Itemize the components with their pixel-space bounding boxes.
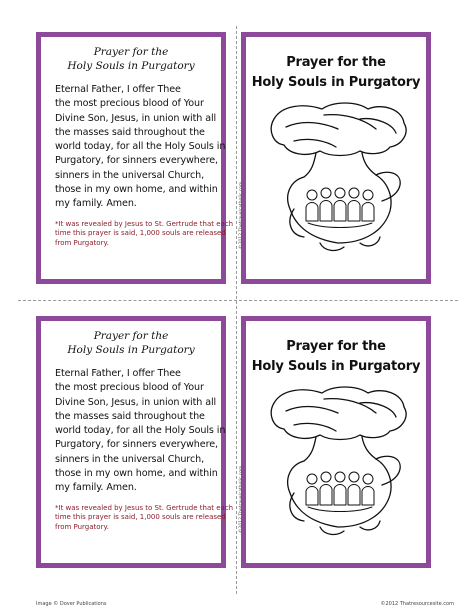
cover-title-line-1: Prayer for the [286, 55, 386, 70]
prayer-line: those in my own home, and within [55, 184, 218, 196]
prayer-body [55, 83, 226, 212]
prayer-line: world today, for all the Holy Souls in [55, 141, 226, 153]
note-line: *It was revealed by Jesus to St. Gertrude that each [55, 219, 234, 228]
prayer-line: the masses said throughout the [55, 410, 205, 422]
note-line: time this prayer is said, 1,000 souls are released [55, 513, 226, 522]
prayer-line: Purgatory, for sinners everywhere, [55, 439, 218, 451]
prayer-line: world today, for all the Holy Souls in [55, 425, 226, 437]
footer-image-credit: Image © Dover Publications [36, 601, 107, 607]
prayer-body [55, 367, 226, 496]
hands-holding-souls-icon [264, 381, 414, 551]
cover-card-bottom [241, 316, 431, 568]
cover-title-line-2: Holy Souls in Purgatory [251, 75, 421, 90]
prayer-card-top [36, 32, 234, 284]
cover-card-top [241, 32, 431, 284]
prayer-line: Divine Son, Jesus, in union with all [55, 396, 217, 408]
prayer-card-bottom [36, 316, 234, 568]
prayer-line: the masses said throughout the [55, 126, 205, 138]
side-credit: ©2012 Thetravelcatholic.com [239, 465, 244, 533]
prayer-line: Eternal Father, I offer Thee [55, 368, 181, 379]
prayer-line: the most precious blood of Your [55, 382, 204, 394]
prayer-note [55, 219, 234, 249]
prayer-title-line-2: Holy Souls in Purgatory [67, 60, 195, 72]
prayer-line: my family. Amen. [55, 198, 137, 210]
hands-holding-souls-icon [264, 97, 414, 267]
prayer-note [55, 503, 234, 533]
prayer-line: those in my own home, and within [55, 468, 218, 480]
vertical-cut-line [236, 26, 237, 594]
prayer-title-line-1: Prayer for the [93, 330, 169, 342]
prayer-title [45, 329, 217, 357]
side-credit: ©2012 Thetravelcatholic.com [239, 181, 244, 249]
note-line: from Purgatory. [55, 238, 109, 247]
prayer-line: Divine Son, Jesus, in union with all [55, 112, 217, 124]
note-line: from Purgatory. [55, 522, 109, 531]
note-line: *It was revealed by Jesus to St. Gertrude that each [55, 503, 234, 512]
prayer-line: sinners in the universal Church, [55, 453, 205, 465]
prayer-title [45, 45, 217, 73]
cover-title-line-2: Holy Souls in Purgatory [251, 359, 421, 374]
prayer-line: Purgatory, for sinners everywhere, [55, 155, 218, 167]
horizontal-cut-line [18, 300, 458, 301]
cover-title [246, 337, 426, 377]
cover-title [246, 53, 426, 93]
footer-copyright: ©2012 Thatresourcesite.com [380, 601, 454, 607]
prayer-title-line-2: Holy Souls in Purgatory [67, 344, 195, 356]
note-line: time this prayer is said, 1,000 souls are released [55, 229, 226, 238]
prayer-line: sinners in the universal Church, [55, 169, 205, 181]
prayer-line: my family. Amen. [55, 482, 137, 494]
prayer-title-line-1: Prayer for the [93, 46, 169, 58]
prayer-line: the most precious blood of Your [55, 98, 204, 110]
prayer-line: Eternal Father, I offer Thee [55, 84, 181, 95]
cover-title-line-1: Prayer for the [286, 339, 386, 354]
